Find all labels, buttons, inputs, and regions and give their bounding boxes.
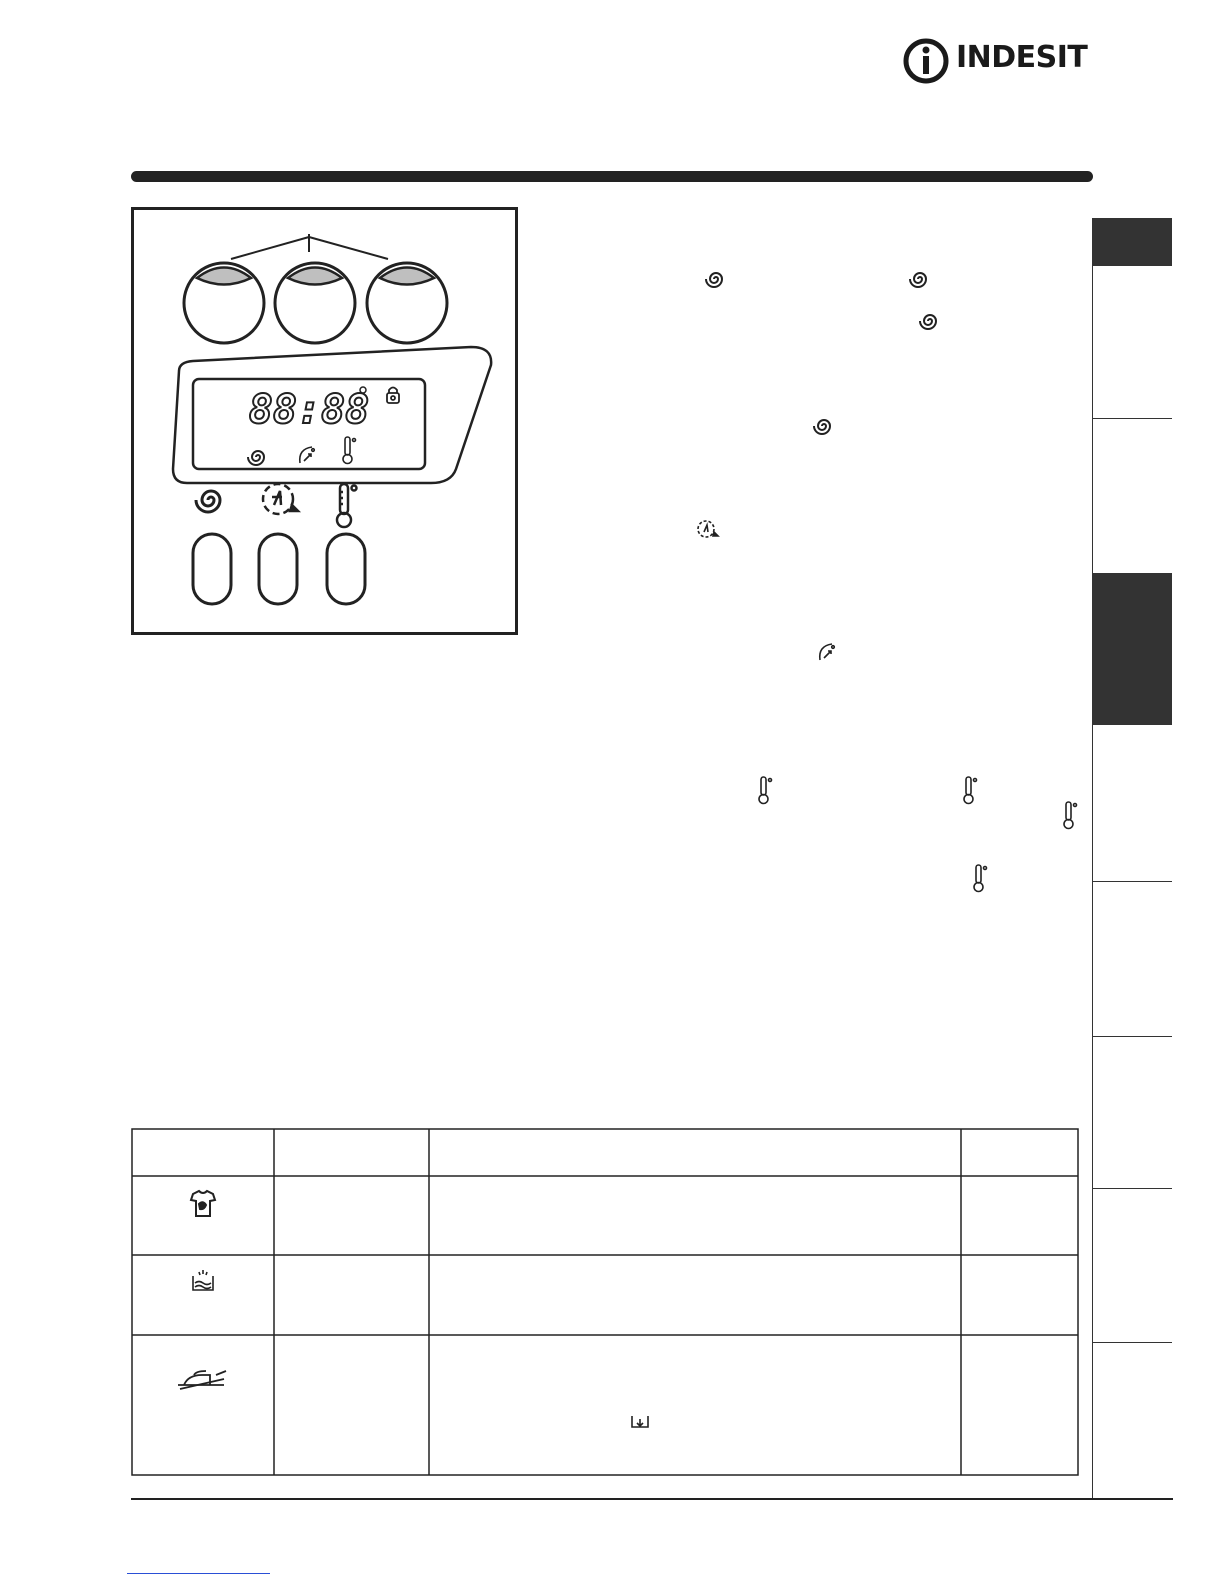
side-tab-7[interactable] bbox=[1092, 1037, 1172, 1187]
indesit-logo bbox=[902, 36, 1092, 88]
brand-name: INDESIT bbox=[956, 40, 1088, 75]
footer-rule bbox=[131, 1498, 1173, 1500]
eco-icon bbox=[814, 636, 842, 666]
knob-1[interactable] bbox=[184, 263, 264, 343]
side-tab-8[interactable] bbox=[1092, 1189, 1172, 1341]
temperature-button[interactable] bbox=[327, 534, 365, 604]
drain-icon bbox=[632, 1416, 648, 1427]
spin-button[interactable] bbox=[193, 534, 231, 604]
indesit-logo-icon bbox=[902, 36, 952, 86]
side-tab-1[interactable] bbox=[1092, 218, 1172, 266]
side-tab-2[interactable] bbox=[1092, 266, 1172, 418]
knob-2[interactable] bbox=[275, 263, 355, 343]
display-digits: 88:88 bbox=[248, 387, 370, 433]
temperature-icon bbox=[968, 863, 996, 893]
control-panel-illustration bbox=[131, 207, 518, 635]
super-rinse-icon bbox=[193, 1270, 213, 1290]
side-tab-3[interactable] bbox=[1092, 419, 1172, 571]
temperature-icon bbox=[753, 775, 781, 805]
delay-timer-icon bbox=[694, 515, 722, 545]
spin-icon bbox=[916, 306, 944, 336]
spin-icon bbox=[702, 264, 730, 294]
header-rule bbox=[131, 171, 1093, 182]
options-table bbox=[131, 1128, 1079, 1476]
side-tab-4-active[interactable] bbox=[1092, 573, 1172, 725]
tab-divider bbox=[1092, 1342, 1172, 1343]
stain-icon bbox=[191, 1191, 215, 1216]
side-section-tabs bbox=[1092, 218, 1172, 1498]
spin-icon bbox=[906, 264, 934, 294]
side-tab-5[interactable] bbox=[1092, 726, 1172, 878]
easy-iron-icon bbox=[178, 1371, 226, 1389]
temperature-icon bbox=[958, 775, 986, 805]
footer-link-underline[interactable] bbox=[127, 1573, 270, 1574]
knob-3[interactable] bbox=[367, 263, 447, 343]
side-tab-6[interactable] bbox=[1092, 882, 1172, 1034]
spin-icon bbox=[810, 411, 838, 441]
delay-timer-button[interactable] bbox=[259, 534, 297, 604]
temperature-icon bbox=[1058, 800, 1086, 830]
